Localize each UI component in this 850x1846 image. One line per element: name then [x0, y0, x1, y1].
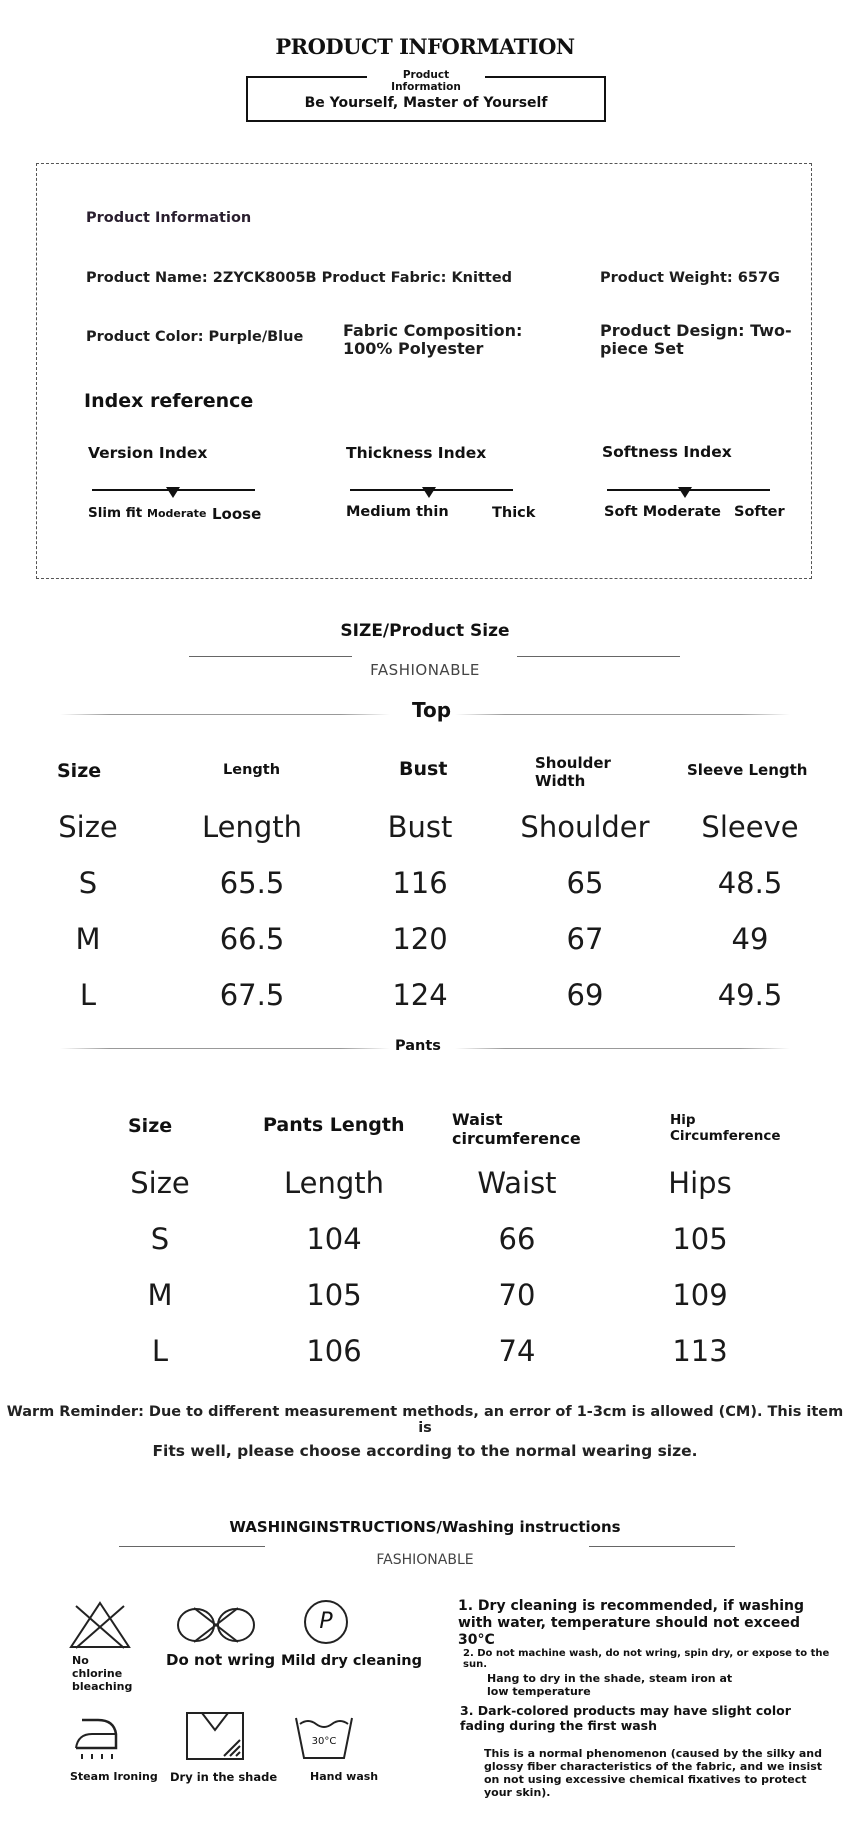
top-cell: L: [79, 978, 97, 1012]
version-index-title: Version Index: [88, 444, 208, 462]
pants-cell: 70: [498, 1278, 536, 1312]
thickness-index-marker: [422, 487, 436, 498]
product-weight: Product Weight: 657G: [600, 270, 780, 286]
pants-header-hip: Hip Circumference: [670, 1112, 781, 1144]
pants-cell: 105: [306, 1278, 362, 1312]
product-color: Product Color: Purple/Blue: [86, 329, 304, 345]
top-header-shoulder: Shoulder Width: [535, 754, 611, 790]
mild-dry-clean-glyph: P: [319, 1609, 333, 1634]
size-section-title: SIZE/Product Size: [340, 621, 510, 641]
pants-sub-waist: Waist: [477, 1166, 557, 1200]
washing-title: WASHINGINSTRUCTIONS/Washing instructions: [229, 1518, 621, 1536]
wash-note-2: 2. Do not machine wash, do not wring, spin dry, or expose to the sun.: [463, 1648, 830, 1670]
top-rule-left: [60, 714, 390, 715]
top-sub-shoulder: Shoulder: [520, 810, 650, 844]
pants-header-size: Size: [128, 1115, 173, 1137]
pants-table-label: Pants: [395, 1038, 441, 1054]
thickness-index-label-right: Thick: [492, 505, 536, 521]
top-cell: 66.5: [219, 922, 285, 956]
top-sub-length: Length: [201, 810, 303, 844]
hand-wash-temp: 30°C: [311, 1736, 337, 1747]
mild-dry-clean-label: Mild dry cleaning: [281, 1653, 423, 1669]
top-cell: 65.5: [219, 866, 285, 900]
top-cell: S: [78, 866, 98, 900]
top-subheader-row: [0, 810, 850, 850]
washing-rule-right: [589, 1546, 735, 1547]
top-cell: 67.5: [219, 978, 285, 1012]
fabric-composition: Fabric Composition: 100% Polyester: [343, 321, 523, 358]
pants-subheader-row: [0, 1166, 850, 1206]
wash-note-3: 3. Dark-colored products may have slight color fading during the first wash: [460, 1703, 791, 1733]
table-row: [0, 866, 850, 906]
top-table-label: Top: [412, 698, 452, 722]
softness-index-marker: [678, 487, 692, 498]
size-section-subtitle: FASHIONABLE: [370, 661, 480, 679]
top-header-sleeve: Sleeve Length: [687, 761, 808, 779]
version-index-marker: [166, 487, 180, 498]
index-reference-heading: Index reference: [84, 390, 254, 412]
size-title-rule-right: [517, 656, 680, 657]
pants-cell: S: [150, 1222, 170, 1256]
top-cell: M: [75, 922, 101, 956]
thickness-index-title: Thickness Index: [346, 444, 487, 462]
version-index-label-left: Slim fit: [88, 505, 143, 521]
dry-in-shade-label: Dry in the shade: [170, 1770, 278, 1784]
pants-cell: 105: [672, 1222, 728, 1256]
pants-sub-hips: Hips: [668, 1166, 732, 1200]
top-cell: 120: [392, 922, 448, 956]
wash-note-3b: This is a normal phenomenon (caused by the silky and glossy fiber characteristics of the fabric, and we insist on not using excessive chemical fixatives to protect your skin).: [484, 1747, 823, 1799]
top-sub-bust: Bust: [387, 810, 453, 844]
product-design: Product Design: Two-piece Set: [600, 321, 792, 358]
warm-reminder-line1: Warm Reminder: Due to different measurement methods, an error of 1-3cm is allowed (CM). This item is: [6, 1404, 844, 1436]
table-row: [0, 1278, 850, 1318]
dry-in-shade-icon: [184, 1710, 246, 1762]
top-cell: 69: [566, 978, 604, 1012]
do-not-wring-icon: [176, 1603, 256, 1647]
top-header-size: Size: [57, 760, 102, 782]
info-heading: Product Information: [86, 210, 252, 226]
slogan-text: Be Yourself, Master of Yourself: [304, 95, 548, 111]
top-sub-sleeve: Sleeve: [701, 810, 799, 844]
thickness-index-label-left: Medium thin: [346, 504, 449, 520]
top-cell: 67: [566, 922, 604, 956]
steam-iron-icon: [68, 1712, 124, 1760]
table-row: [0, 978, 850, 1018]
page-title: PRODUCT INFORMATION: [275, 34, 575, 59]
hand-wash-label: Hand wash: [310, 1770, 379, 1783]
slogan-box: [246, 69, 606, 122]
washing-subtitle: FASHIONABLE: [376, 1552, 474, 1568]
version-index-label-mid: Moderate: [147, 507, 207, 520]
pants-sub-size: Size: [130, 1166, 190, 1200]
table-row: [0, 1334, 850, 1374]
top-cell: 124: [392, 978, 448, 1012]
pants-cell: 113: [672, 1334, 728, 1368]
steam-iron-label: Steam Ironing: [70, 1770, 158, 1783]
pants-cell: 106: [306, 1334, 362, 1368]
top-cell: 116: [392, 866, 448, 900]
pants-sub-length: Length: [283, 1166, 385, 1200]
wash-note-2b: Hang to dry in the shade, steam iron at low temperature: [487, 1672, 733, 1698]
pants-cell: 109: [672, 1278, 728, 1312]
top-cell: 49.5: [717, 978, 783, 1012]
pants-cell: M: [147, 1278, 173, 1312]
table-row: [0, 922, 850, 962]
pants-rule-right: [455, 1048, 790, 1049]
pants-header-waist: Waist circumference: [452, 1110, 581, 1148]
softness-index-label-left: Soft Moderate: [604, 504, 721, 520]
version-index-label-right: Loose: [212, 505, 262, 523]
size-title-rule-left: [189, 656, 352, 657]
softness-index-label-right: Softer: [734, 504, 785, 520]
softness-index-title: Softness Index: [602, 443, 732, 461]
top-header-length: Length: [223, 762, 281, 778]
slogan-box-label: Product Information: [367, 69, 485, 93]
pants-cell: 104: [306, 1222, 362, 1256]
wash-note-1: 1. Dry cleaning is recommended, if washing with water, temperature should not exceed 30°C: [458, 1598, 805, 1648]
hand-wash-icon: [292, 1710, 356, 1762]
pants-cell: 66: [498, 1222, 536, 1256]
no-chlorine-bleach-icon: [68, 1600, 132, 1650]
pants-header-length: Pants Length: [263, 1114, 405, 1136]
top-rule-right: [455, 714, 790, 715]
top-cell: 48.5: [717, 866, 783, 900]
no-chlorine-bleach-label: No chlorine bleaching: [72, 1654, 133, 1693]
table-row: [0, 1222, 850, 1262]
warm-reminder-line2: Fits well, please choose according to the normal wearing size.: [152, 1442, 698, 1460]
pants-rule-left: [60, 1048, 390, 1049]
mild-dry-clean-icon: [304, 1600, 348, 1644]
washing-rule-left: [119, 1546, 265, 1547]
top-cell: 49: [731, 922, 769, 956]
do-not-wring-label: Do not wring: [166, 1651, 276, 1669]
product-name-fabric: Product Name: 2ZYCK8005B Product Fabric: Knitted: [86, 270, 513, 286]
top-header-bust: Bust: [399, 758, 448, 780]
pants-cell: 74: [498, 1334, 536, 1368]
top-cell: 65: [566, 866, 604, 900]
top-sub-size: Size: [58, 810, 118, 844]
pants-cell: L: [151, 1334, 169, 1368]
